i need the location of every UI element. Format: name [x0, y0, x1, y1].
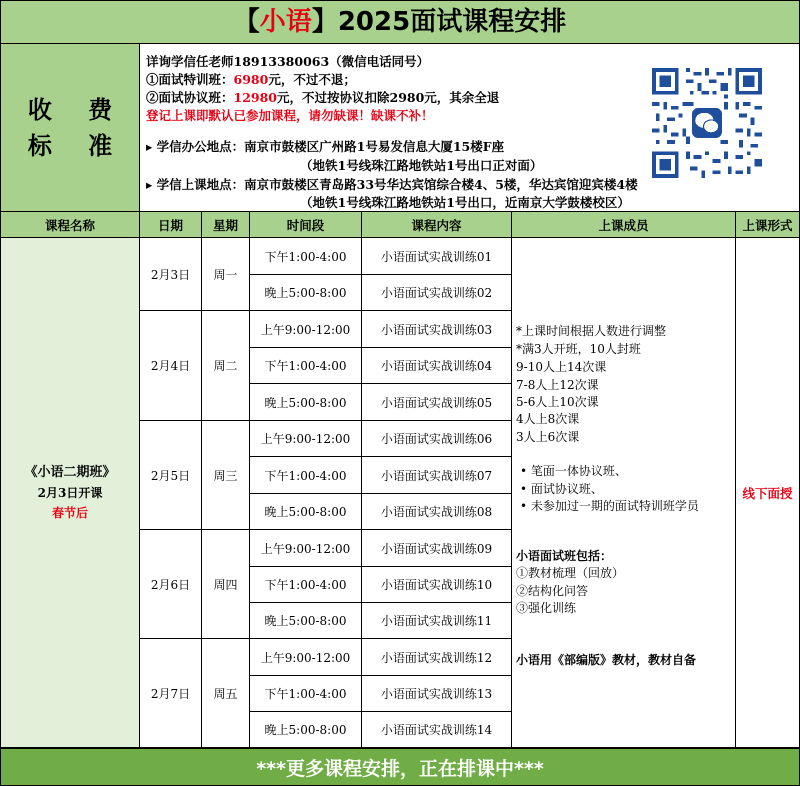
member-who-1: • 笔面一体协议班、 [520, 464, 627, 478]
session-content: 小语面试实战训练11 [362, 603, 512, 639]
session-time: 晚上5:00-8:00 [250, 603, 362, 639]
session-content: 小语面试实战训练07 [362, 457, 512, 494]
member-rule-2: *满3人开班，10人封班 [516, 342, 641, 356]
header-course-name: 课程名称 [0, 212, 140, 238]
day-date: 2月6日 [140, 530, 202, 639]
plan1-prefix: ①面试特训班： [146, 72, 234, 87]
fee-label-line-1: 收 费 [27, 95, 127, 124]
member-rule-7: 3人上6次课 [516, 430, 580, 444]
session-content: 小语面试实战训练10 [362, 567, 512, 603]
title-bracket-open: 【 [233, 7, 260, 37]
course-name: 《小语二期班》 [24, 464, 116, 480]
session-content: 小语面试实战训练04 [362, 348, 512, 384]
header-content: 课程内容 [362, 212, 512, 238]
day-weekday: 周二 [202, 311, 250, 421]
course-start: 2月3日开课 [37, 485, 103, 500]
page-title [0, 0, 800, 44]
title-brand: 小语 [259, 7, 312, 37]
include-2: ②结构化问答 [516, 584, 589, 598]
day-date: 2月7日 [140, 639, 202, 748]
include-1: ①教材梳理（回放） [516, 566, 625, 580]
member-rule-3: 9-10人上14次课 [516, 360, 607, 374]
include-3: ③强化训练 [516, 601, 577, 615]
session-time: 下午1:00-4:00 [250, 567, 362, 603]
session-content: 小语面试实战训练06 [362, 421, 512, 457]
session-time: 上午9:00-12:00 [250, 421, 362, 457]
header-members: 上课成员 [512, 212, 736, 238]
day-weekday: 周四 [202, 530, 250, 639]
qr-code-image [652, 68, 762, 178]
day-weekday: 周五 [202, 639, 250, 748]
session-time: 晚上5:00-8:00 [250, 712, 362, 748]
session-time: 上午9:00-12:00 [250, 311, 362, 348]
title-rest: 2025面试课程安排 [337, 7, 567, 37]
plan1-suffix: 元，不过不退； [268, 72, 356, 87]
session-content: 小语面试实战训练13 [362, 676, 512, 712]
member-rule-6: 4人上8次课 [516, 412, 580, 426]
session-content: 小语面试实战训练03 [362, 311, 512, 348]
title-bracket-close: 】 [311, 7, 338, 37]
day-weekday: 周一 [202, 238, 250, 311]
session-content: 小语面试实战训练08 [362, 494, 512, 530]
plan2-suffix: 元，不过按协议扣除2980元，其余全退 [277, 90, 500, 105]
plan1-price: 6980 [233, 72, 269, 87]
member-who-3: • 未参加过一期的面试特训班学员 [520, 499, 699, 513]
header-weekday: 星期 [202, 212, 250, 238]
day-date: 2月5日 [140, 421, 202, 530]
header-time: 时间段 [250, 212, 362, 238]
course-note: 春节后 [51, 505, 88, 520]
fee-label [0, 44, 140, 212]
session-time: 上午9:00-12:00 [250, 530, 362, 567]
office-address: ▸ 学信办公地点：南京市鼓楼区广州路1号易发信息大厦15楼F座 [146, 139, 505, 154]
session-time: 晚上5:00-8:00 [250, 494, 362, 530]
member-who-2: • 面试协议班、 [520, 482, 603, 496]
session-time: 晚上5:00-8:00 [250, 275, 362, 311]
textbook-note: 小语用《部编版》教材，教材自备 [516, 653, 697, 667]
mode-cell: 线下面授 [736, 238, 800, 748]
member-rule-4: 7-8人上12次课 [516, 378, 599, 392]
fee-contact: 详询学信任老师18913380063（微信电话同号） [146, 54, 430, 69]
session-time: 下午1:00-4:00 [250, 676, 362, 712]
session-time: 下午1:00-4:00 [250, 457, 362, 494]
class-metro: （地铁1号线珠江路地铁站1号出口，近南京大学鼓楼校区） [300, 195, 630, 210]
fee-plan-1 [146, 70, 356, 88]
course-name-cell [0, 238, 140, 748]
session-content: 小语面试实战训练02 [362, 275, 512, 311]
wechat-icon [692, 108, 722, 138]
fee-plan-2 [146, 88, 499, 106]
session-time: 晚上5:00-8:00 [250, 384, 362, 421]
day-weekday: 周三 [202, 421, 250, 530]
fee-label-line-2: 标 准 [27, 131, 127, 160]
plan2-price: 12980 [233, 90, 278, 105]
header-mode: 上课形式 [736, 212, 800, 238]
footer-banner: ***更多课程安排，正在排课中*** [0, 748, 800, 786]
day-date: 2月4日 [140, 311, 202, 421]
member-rule-5: 5-6人上10次课 [516, 395, 599, 409]
header-date: 日期 [140, 212, 202, 238]
session-content: 小语面试实战训练01 [362, 238, 512, 275]
session-time: 上午9:00-12:00 [250, 639, 362, 676]
office-metro: （地铁1号线珠江路地铁站1号出口正对面） [300, 158, 543, 173]
class-address: ▸ 学信上课地点：南京市鼓楼区青岛路33号华达宾馆综合楼4、5楼，华达宾馆迎宾楼4楼 [146, 177, 638, 192]
session-time: 下午1:00-4:00 [250, 238, 362, 275]
includes-title: 小语面试班包括： [516, 549, 613, 563]
session-content: 小语面试实战训练05 [362, 384, 512, 421]
member-rule-1: *上课时间根据人数进行调整 [516, 324, 667, 338]
session-content: 小语面试实战训练14 [362, 712, 512, 748]
plan2-prefix: ②面试协议班： [146, 90, 234, 105]
session-content: 小语面试实战训练12 [362, 639, 512, 676]
day-date: 2月3日 [140, 238, 202, 311]
fee-warning: 登记上课即默认已参加课程，请勿缺课！缺课不补！ [146, 108, 434, 123]
session-time: 下午1:00-4:00 [250, 348, 362, 384]
session-content: 小语面试实战训练09 [362, 530, 512, 567]
